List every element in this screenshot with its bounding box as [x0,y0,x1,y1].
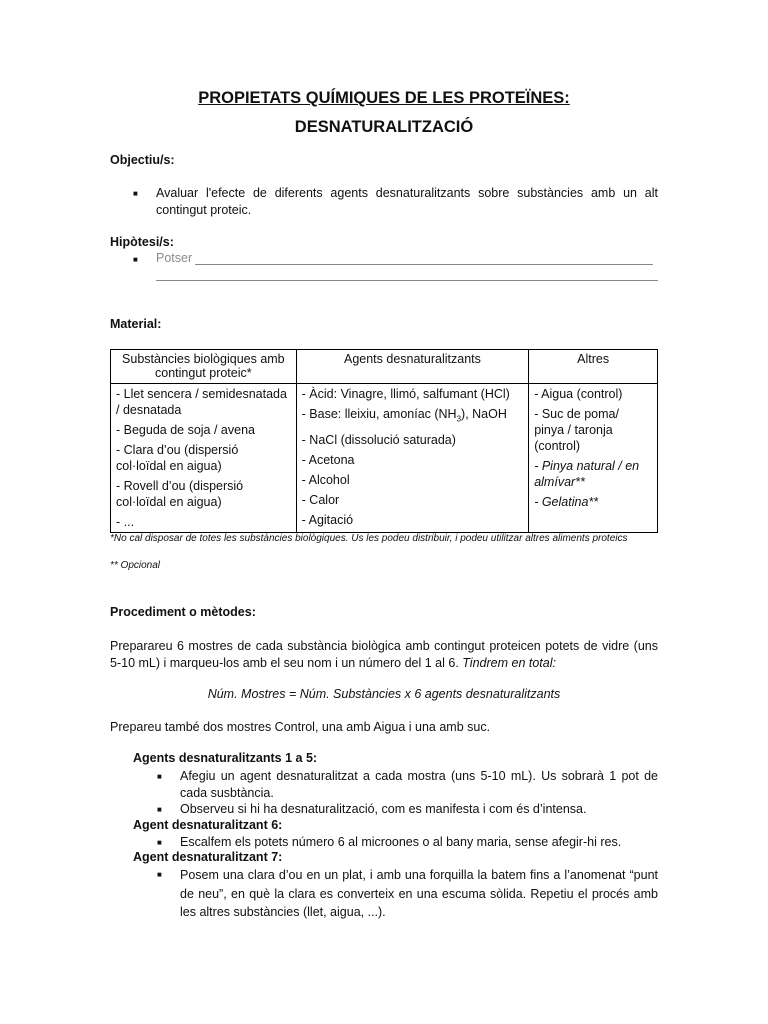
bullet-icon: ■ [133,255,138,264]
hypothesis-heading: Hipòtesi/s: [110,235,174,249]
list-item: - Llet sencera / semidesnatada / desnatada [116,387,287,417]
list-item: - Alcohol [301,472,350,487]
list-item: - Beguda de soja / avena [116,423,255,437]
material-heading: Material: [110,317,162,331]
document-page: PROPIETATS QUÍMIQUES DE LES PROTEÏNES: DESNATURALITZACIÓ Objectiu/s: ■ Avaluar l'efecte de diferents agents desnaturalitzants sobre substàncies amb un alt contingut proteic. Hipòtesi/s: ■ Potser Material: Substàncies biològiques amb contingut proteic* Agents desnaturalitzants Altres - Llet sencera / semidesnatada / desnatada - Beguda de soja / avena - Clara d’ou (dispersió col·loïdal en aigua) - Rovell d’ou (dispersió col·loïdal en aigua) - ... - Àcid: Vinagre, llimó, salfumant (HCl) - Base: lleixiu, amoníac $(NH_3)$, NaOH - NaCl (dissolució saturada) - Acetona - Alcohol - Calor - Agitació - Aigua (control) - Suc de poma/ pinya / taronja (control) - Pinya natural / en almívar** - Gelatina** *No cal disposar de totes les substàncies biològiques. Us les podeu distribuir, i podeu utilitzar altres aliments proteics ** Opcional Procediment o mètodes: Preparareu 6 mostres de cada substància biològica amb contingut proteicen potets de vidre (uns 5-10 mL) i marqueu-los amb el seu nom i un número del 1 al 6. Tindrem en total: Núm. Mostres = Núm. Substàncies x 6 agents desnaturalitzants Prepareu també dos mostres Control, una amb Aigua i una amb suc. Agents desnaturalitzants 1 a 5: ■ Afegiu un agent desnaturalitzat a cada mostra (uns 5-10 mL). Us sobrarà 1 pot de cada susbtància. ■ Observeu si hi ha desnaturalització, com es manifesta i com és d’intensa. Agent desnaturalitzant 6: ■ Escalfem els potets número 6 al microones o al bany maria, sense afegir-hi res. Agent desnaturalitzant 7: ■ Posem una clara d’ou en un plat, i amb una forquilla la batem fins a l’anomenat “punt de neu”, en què la clara es converteix en una escuma sòlida. Repetiu el procés amb les altres substàncies (llet, aigua, ...). [110,89,658,919]
denaturing-agents-cell [296,384,529,533]
list-item: - Agitació [301,512,354,527]
procedure-heading: Procediment o mètodes: [110,605,256,619]
title-line-1: PROPIETATS QUÍMIQUES DE LES PROTEÏNES: [198,89,570,107]
agent-7-heading: Agent desnaturalitzant 7: [133,850,283,864]
others-cell [529,384,658,533]
hypothesis-placeholder[interactable]: Potser [156,251,193,265]
bullet-icon: ■ [157,838,162,847]
list-item: - Clara d’ou (dispersió col·loïdal en aigua) [116,443,239,473]
procedure-paragraph-controls: Prepareu també dos mostres Control, una amb Aigua i una amb suc. [110,720,491,734]
formula: Núm. Mostres = Núm. Substàncies x 6 agents desnaturalitzants [207,687,561,701]
objectives-heading: Objectiu/s: [110,153,175,167]
list-item: - Calor [301,492,340,507]
list-item: - Pinya natural / en almívar** [534,459,640,489]
column-header: Altres [529,350,658,384]
list-item: - Aigua (control) [534,387,623,401]
title-line-2: DESNATURALITZACIÓ [294,118,474,136]
agent-6-heading: Agent desnaturalitzant 6: [133,818,283,832]
material-table [110,349,658,533]
hypothesis-blank-line [156,280,658,281]
list-item: - Suc de poma/ pinya / taronja (control) [534,407,619,453]
hypothesis-blank-line [195,264,653,265]
bullet-icon: ■ [157,870,162,879]
list-item: - Gelatina** [534,495,599,509]
table-footnote-optional: ** Opcional [110,560,161,571]
biological-substances-cell [111,384,297,533]
column-header: Agents desnaturalitzants [296,350,529,384]
list-item: - ... [116,515,135,529]
list-item: - Acetona [301,452,355,467]
agents-1-5-heading: Agents desnaturalitzants 1 a 5: [133,751,318,765]
bullet-icon: ■ [133,189,138,198]
table-footnote: *No cal disposar de totes les substàncies biològiques. Us les podeu distribuir, i podeu utilitzar altres aliments proteics [110,533,628,544]
bullet-icon: ■ [157,805,162,814]
column-header: Substàncies biològiques amb contingut proteic* [111,350,297,384]
list-item: - Base: lleixiu, amoníac $(NH_3)$, NaOH [301,407,507,424]
list-item: - NaCl (dissolució saturada) [301,432,456,447]
bullet-icon: ■ [157,772,162,781]
list-item: - Rovell d’ou (dispersió col·loïdal en aigua) [116,479,244,509]
list-item: - Àcid: Vinagre, llimó, salfumant (HCl) [301,387,510,401]
procedure-paragraph: Preparareu 6 mostres de cada substància biològica amb contingut proteicen potets de vidre (uns 5-10 mL) i marqueu-los amb el seu nom i un número del 1 al 6. Tindrem en total: [110,639,658,670]
